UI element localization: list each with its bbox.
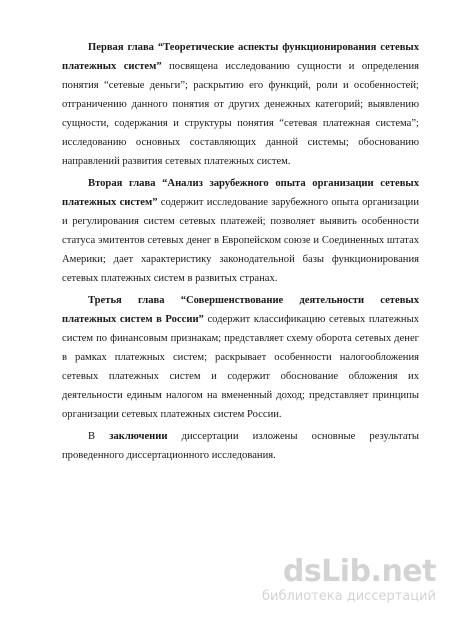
watermark	[262, 554, 436, 605]
document-body	[62, 38, 419, 468]
chapter-3-text: содержит классификацию сетевых платежных систем по финансовым признакам; представляет схему оборота сетевых денег в рамках платежных систем; раскрывает особенности налогообложения сетевых платежных систем и содержит обоснование обложения их деятельности единым налогом на вмененный доход; представляет принципы организации сетевых платежных систем России.	[62, 314, 419, 420]
chapter-1-title: Первая глава “Теоретические аспекты функционирования сетевых платежных систем”	[62, 42, 419, 72]
watermark-logo: dsLib.net	[282, 554, 436, 589]
paragraph-chapter-3	[62, 291, 419, 424]
conclusion-prefix: В	[88, 431, 110, 442]
paragraph-chapter-1	[62, 38, 419, 171]
paragraph-conclusion	[62, 427, 419, 465]
chapter-3-title: Третья глава “Совершенствование деятельности сетевых платежных систем в России”	[62, 295, 419, 325]
watermark-subtitle: библиотека диссертаций	[262, 589, 436, 604]
paragraph-chapter-2	[62, 174, 419, 288]
conclusion-text: диссертации изложены основные результаты проведенного диссертационного исследования.	[62, 431, 419, 461]
conclusion-title: заключении	[109, 431, 168, 442]
chapter-2-title: Вторая глава “Анализ зарубежного опыта организации сетевых платежных систем”	[62, 178, 419, 208]
chapter-2-text: содержит исследование зарубежного опыта организации и регулирования систем сетевых платежей; позволяет выявить особенности статуса эмитентов сетевых денег в Европейском союзе и Соединенных штатах Америки; дает характеристику законодательной базы функционирования сетевых платежных систем в развитых странах.	[62, 197, 419, 284]
chapter-1-text: посвящена исследованию сущности и определения понятия “сетевые деньги”; раскрытию его функций, роли и особенностей; отграничению данного понятия от других денежных категорий; выявлению сущности, содержания и структуры понятия “сетевая платежная система”; исследованию основных составляющих данной системы; обоснованию направлений развития сетевых платежных систем.	[62, 61, 419, 167]
